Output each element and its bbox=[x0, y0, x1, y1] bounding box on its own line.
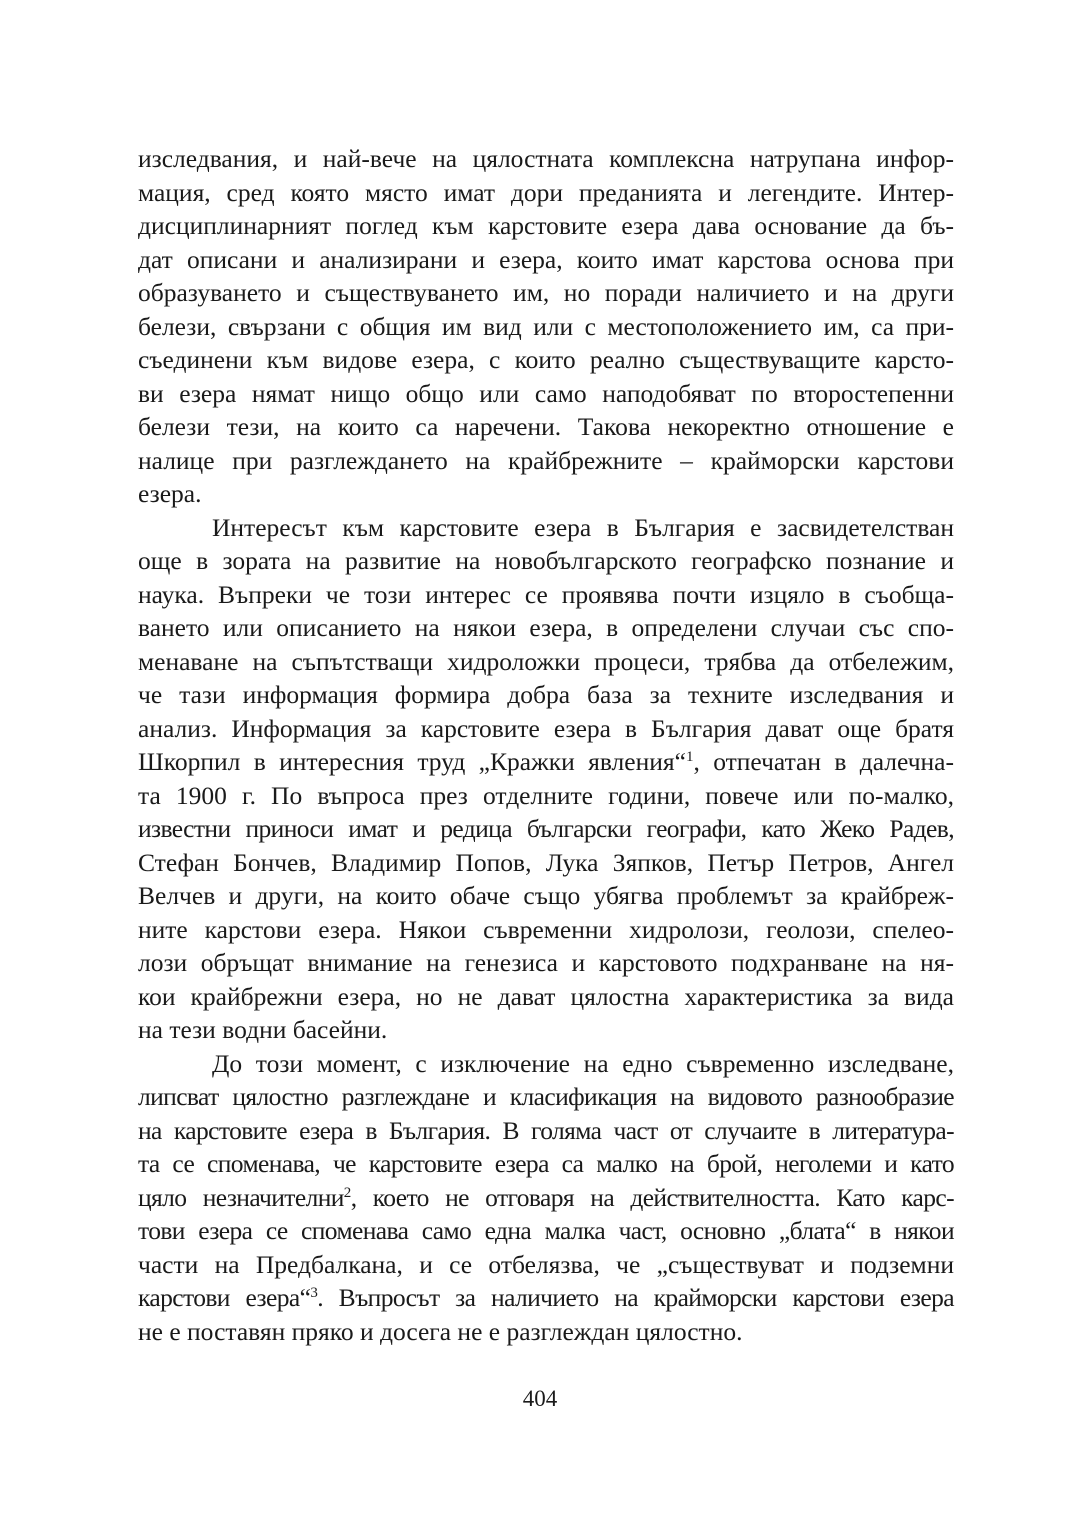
footnote-mark-1: 1 bbox=[685, 749, 694, 765]
line-text: Шкорпил в интересния труд „Кражки явления“ bbox=[138, 747, 686, 776]
text-line: образуването и съществуването им, но поради наличието и на други bbox=[138, 278, 954, 307]
paragraph-1 bbox=[138, 142, 954, 511]
line-text: . Въпросът за наличието на крайморски карстови езера bbox=[317, 1283, 954, 1312]
text-line: съединени към видове езера, с които реално съществуващите карсто- bbox=[138, 345, 954, 374]
paragraph-3 bbox=[138, 1047, 954, 1349]
text-line: липсват цялостно разглеждане и класификация на видовото разнообразие bbox=[138, 1082, 954, 1111]
line-text: карстови езера“ bbox=[138, 1283, 311, 1312]
text-line: Стефан Бончев, Владимир Попов, Лука Зяпков, Петър Петров, Ангел bbox=[138, 847, 954, 877]
text-line: ването или описанието на някои езера, в определени случаи със спо- bbox=[138, 613, 954, 642]
text-line: части на Предбалкана, и се отбелязва, че „съществуват и подземни bbox=[138, 1249, 954, 1279]
text-line: още в зората на развитие на новобългарското географско познание и bbox=[138, 546, 954, 575]
paragraph-2 bbox=[138, 511, 954, 1047]
text-line: белези тези, на които са наречени. Такова некоректно отношение е bbox=[138, 412, 954, 441]
body-text bbox=[138, 142, 954, 1348]
line-text: цяло незначителни bbox=[138, 1182, 344, 1212]
text-line: та 1900 г. По въпроса през отделните години, повече или по-малко, bbox=[138, 780, 954, 810]
text-line: лози обръщат внимание на генезиса и карстовото подхранване на ня- bbox=[138, 948, 954, 977]
text-line: До този момент, с изключение на едно съвременно изследване, bbox=[212, 1048, 954, 1078]
text-line: дисциплинарният поглед към карстовите езера дава основание да бъ- bbox=[138, 211, 954, 240]
text-line: не е поставян пряко и досега не е разглеждан цялостно. bbox=[138, 1316, 743, 1346]
text-line: наука. Въпреки че този интерес се проявява почти изцяло в съобща- bbox=[138, 579, 954, 609]
text-line: Велчев и други, на които обаче също убягва проблемът за крайбреж- bbox=[138, 881, 954, 910]
text-line: менаване на съпътстващи хидроложки процеси, трябва да отбележим, bbox=[138, 646, 954, 676]
text-line: кои крайбрежни езера, но не дават цялостна характеристика за вида bbox=[138, 981, 954, 1011]
text-line: Интересът към карстовите езера в България е засвидетелстван bbox=[212, 512, 954, 542]
line-text: , отпечатан в далечна- bbox=[693, 747, 954, 776]
text-line: на тези водни басейни. bbox=[138, 1015, 388, 1044]
text-line: изследвания, и най-вече на цялостната комплексна натрупана инфор- bbox=[138, 144, 954, 173]
text-line: анализ. Информация за карстовите езера в България дават още братя bbox=[138, 713, 954, 743]
text-line: езера. bbox=[138, 479, 202, 508]
footnote-mark-3: 3 bbox=[310, 1285, 318, 1301]
text-line: ните карстови езера. Някои съвременни хидролози, геолози, спелео- bbox=[138, 914, 954, 944]
text-line: белези, свързани с общия им вид или с местоположението им, са при- bbox=[138, 311, 954, 341]
text-line: та се споменава, че карстовите езера са малко на брой, неголеми и като bbox=[138, 1149, 954, 1178]
text-line: мация, сред която място имат дори преданията и легендите. Интер- bbox=[138, 177, 954, 207]
footnote-mark-2: 2 bbox=[343, 1184, 351, 1201]
text-line-with-footnote bbox=[138, 1181, 954, 1215]
text-line: дат описани и анализирани и езера, които имат карстова основа при bbox=[138, 244, 954, 274]
page-number: 404 bbox=[522, 1386, 558, 1411]
text-line: известни приноси имат и редица български географи, като Жеко Радев, bbox=[138, 814, 954, 843]
text-line: тови езера се споменава само една малка част, основно „блата“ в някои bbox=[138, 1216, 954, 1245]
text-line-with-footnote bbox=[138, 745, 954, 779]
text-line: на карстовите езера в България. В голяма част от случаите в литература- bbox=[138, 1115, 954, 1145]
text-line: че тази информация формира добра база за техните изследвания и bbox=[138, 680, 954, 709]
text-line: налице при разглеждането на крайбрежните – крайморски карстови bbox=[138, 445, 954, 475]
text-line: ви езера нямат нищо общо или само наподобяват по второстепенни bbox=[138, 378, 954, 408]
text-line-with-footnote bbox=[138, 1281, 954, 1315]
line-text: , което не отговаря на действителността. Като карс- bbox=[350, 1182, 954, 1212]
